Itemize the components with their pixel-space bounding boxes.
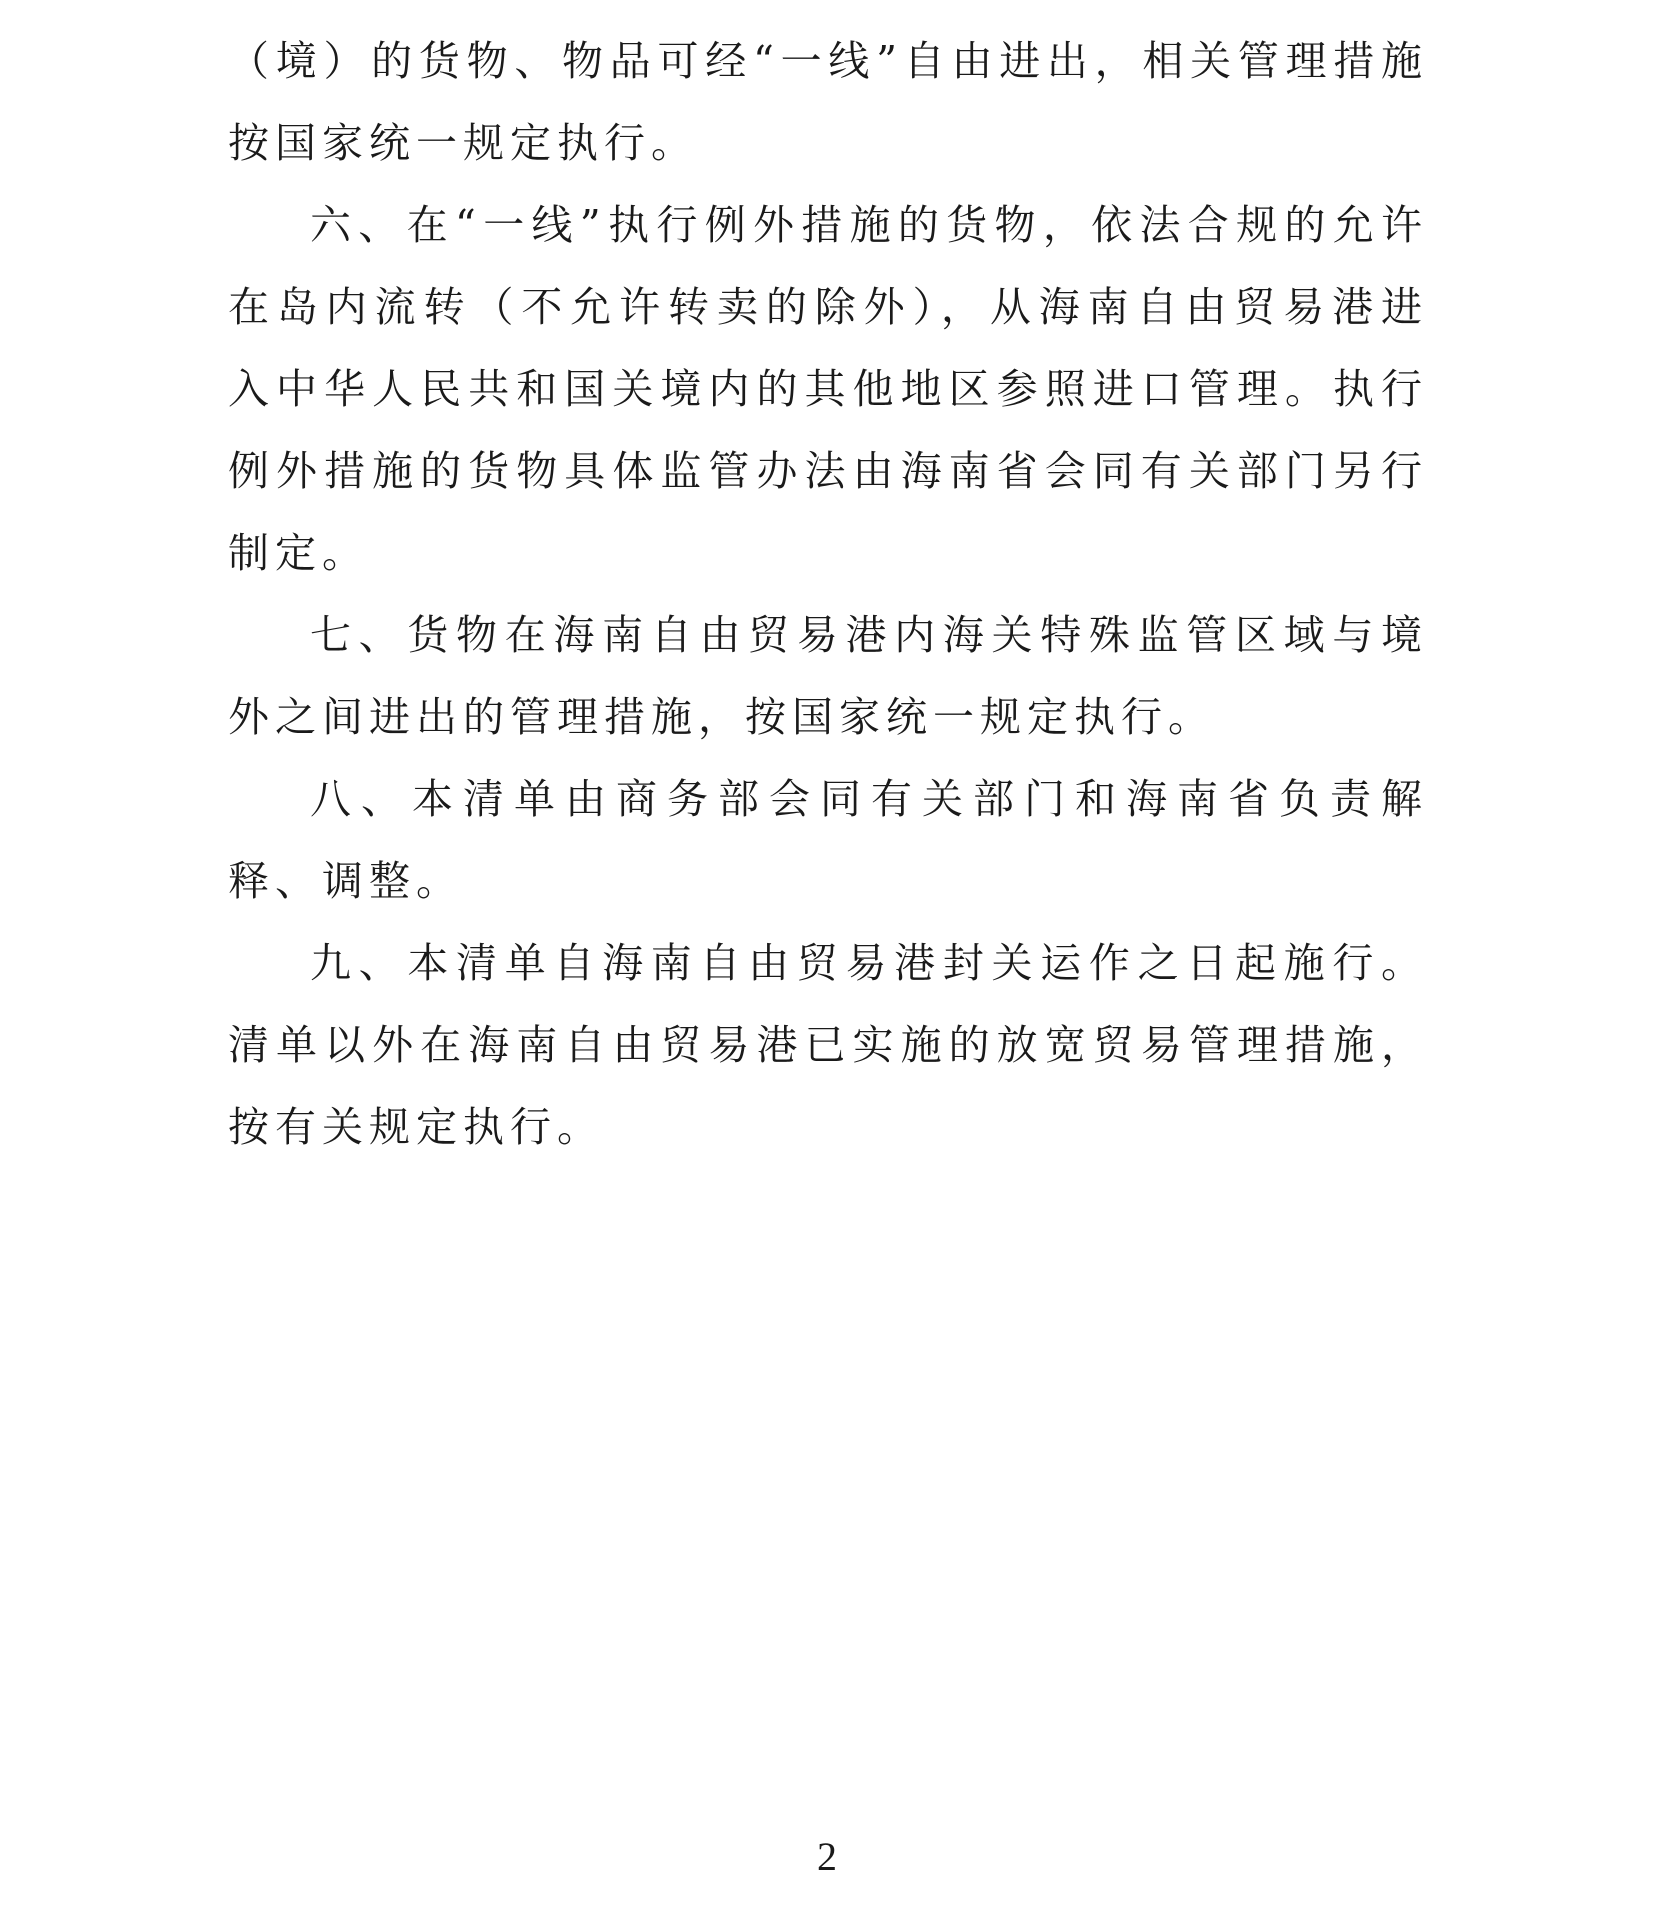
page-number: 2 — [817, 1834, 837, 1879]
document-body — [228, 20, 1428, 1168]
paragraph-continuation: （境）的货物、物品可经“一线”自由进出，相关管理措施按国家统一规定执行。 — [228, 37, 1428, 167]
paragraph-item-6: 六、在“一线”执行例外措施的货物，依法合规的允许在岛内流转（不允许转卖的除外），从海南自由贸易港进入中华人民共和国关境内的其他地区参照进口管理。执行例外措施的货物具体监管办法由海南省会同有关部门另行制定。 — [228, 201, 1428, 577]
paragraph-item-7: 七、货物在海南自由贸易港内海关特殊监管区域与境外之间进出的管理措施，按国家统一规定执行。 — [228, 611, 1428, 741]
paragraph-item-8: 八、本清单由商务部会同有关部门和海南省负责解释、调整。 — [228, 775, 1428, 905]
paragraph-item-9: 九、本清单自海南自由贸易港封关运作之日起施行。清单以外在海南自由贸易港已实施的放宽贸易管理措施，按有关规定执行。 — [228, 939, 1428, 1151]
